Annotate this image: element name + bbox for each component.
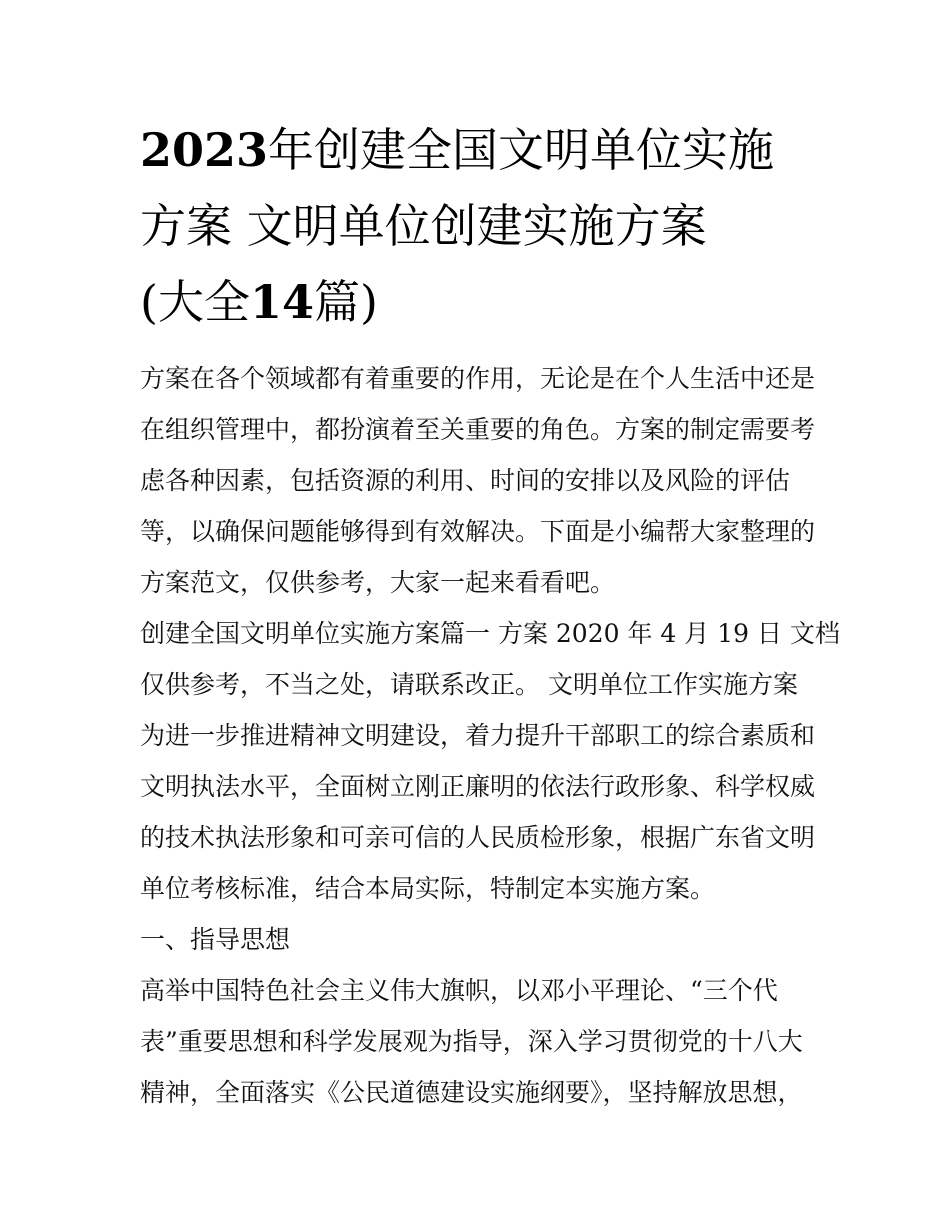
body-line: 为进一步推进精神文明建设，着力提升干部职工的综合素质和 <box>140 721 816 750</box>
document-body <box>140 353 840 1118</box>
title-line-1 <box>140 112 820 188</box>
body-line: 精神，全面落实《公民道德建设实施纲要》，坚持解放思想， <box>140 1078 803 1107</box>
body-line: 仅供参考，不当之处，请联系改正。 文明单位工作实施方案 <box>140 670 798 699</box>
body-line: 的技术执法形象和可亲可信的人民质检形象，根据广东省文明 <box>140 823 816 852</box>
body-line: 方案范文，仅供参考，大家一起来看看吧。 <box>140 568 616 597</box>
title-line-3-post: 篇) <box>313 275 378 329</box>
body-line: 高举中国特色社会主义伟大旗帜，以邓小平理论、“三个代 <box>140 976 778 1005</box>
body-line: 表”重要思想和科学发展观为指导，深入学习贯彻党的十八大 <box>140 1027 803 1056</box>
title-line-3-pre: (大全 <box>140 275 250 329</box>
body-line: 方案在各个领域都有着重要的作用，无论是在个人生活中还是 <box>140 364 816 393</box>
body-line: 等，以确保问题能够得到有效解决。下面是小编帮大家整理的 <box>140 517 816 546</box>
title-line-2: 方案 文明单位创建实施方案 <box>140 199 707 253</box>
title-line-1-text: 年创建全国文明单位实施 <box>268 123 775 177</box>
title-line-3 <box>140 264 820 340</box>
title-year: 2023 <box>140 123 269 177</box>
title-count: 14 <box>249 275 314 329</box>
document-title <box>140 112 820 340</box>
body-line: 单位考核标准，结合本局实际，特制定本实施方案。 <box>140 874 716 903</box>
body-line: 文明执法水平，全面树立刚正廉明的依法行政形象、科学权威 <box>140 772 816 801</box>
body-line: 创建全国文明单位实施方案篇一 方案 2020 年 4 月 19 日 文档 <box>140 619 840 648</box>
body-line: 在组织管理中，都扮演着至关重要的角色。方案的制定需要考 <box>140 415 816 444</box>
section-heading: 一、指导思想 <box>140 925 291 954</box>
body-line: 虑各种因素，包括资源的利用、时间的安排以及风险的评估 <box>140 466 791 495</box>
